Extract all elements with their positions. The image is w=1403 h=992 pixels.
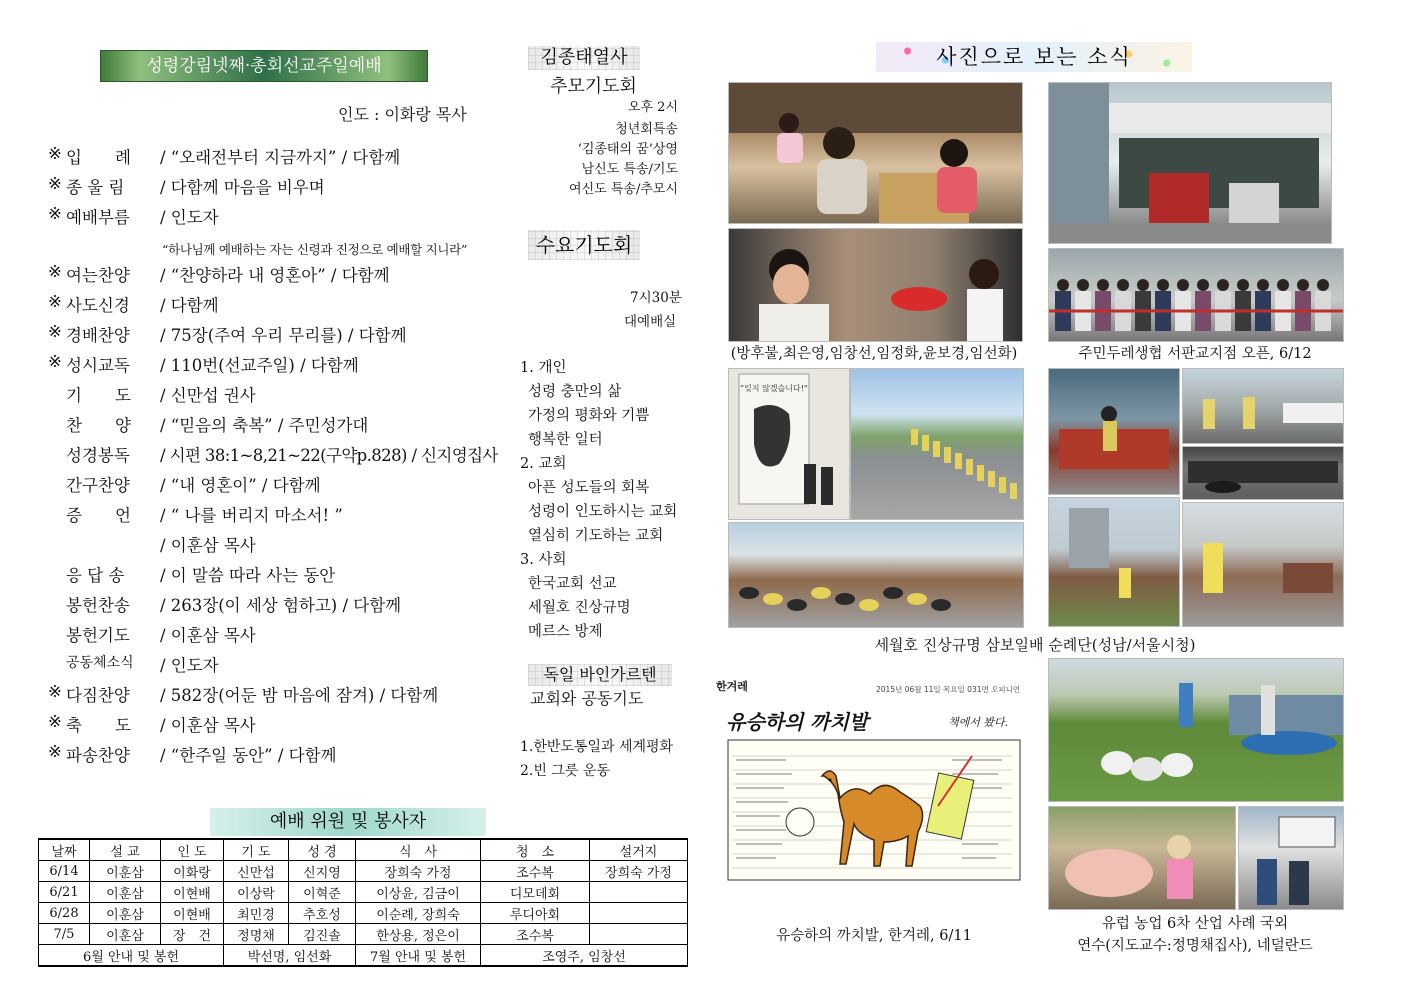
table-cell: 6/21 bbox=[39, 882, 90, 903]
prayer-item: 한국교회 선교 bbox=[528, 576, 617, 592]
bowing-person bbox=[739, 587, 759, 599]
table-cell: 6/14 bbox=[39, 861, 90, 882]
table-header: 인 도 bbox=[161, 839, 224, 861]
photo-sewol-poster bbox=[728, 368, 850, 520]
person-head bbox=[1097, 279, 1109, 291]
table-row bbox=[39, 924, 688, 945]
standing-mark: ※ bbox=[48, 262, 62, 281]
order-item-name: 봉헌찬송 bbox=[66, 596, 130, 615]
table-header: 기 도 bbox=[224, 839, 289, 861]
order-item-value: / “오래전부터 지금까지” / 다함께 bbox=[160, 148, 401, 167]
order-item-name: 파송찬양 bbox=[66, 746, 130, 765]
duty-table bbox=[38, 838, 688, 967]
table-header: 날짜 bbox=[39, 839, 90, 861]
order-item-name: 기 도 bbox=[66, 386, 131, 405]
photo-news-banner: 사진으로 보는 소식 bbox=[876, 42, 1192, 72]
table-header: 설 교 bbox=[90, 839, 161, 861]
standing-mark: ※ bbox=[48, 352, 62, 371]
table-header: 설거지 bbox=[590, 839, 688, 861]
order-item-value: / “ 나를 버리지 마소서! ” bbox=[160, 506, 343, 525]
prayer-item: 열심히 기도하는 교회 bbox=[528, 528, 664, 544]
bowing-person bbox=[763, 593, 783, 605]
photo-ribbon-cutting bbox=[1048, 248, 1344, 342]
photo-coop-store-image bbox=[1049, 83, 1331, 243]
table-cell: 장희숙 가정 bbox=[356, 861, 481, 882]
table-row bbox=[39, 882, 688, 903]
photo-kitchen-work bbox=[728, 82, 1023, 224]
photo-netherlands-group bbox=[1238, 806, 1344, 910]
table-cell bbox=[590, 882, 688, 903]
photo-netherlands-group-image bbox=[1239, 807, 1343, 909]
marcher bbox=[988, 471, 995, 487]
worship-leader: 인도 : 이화랑 목사 bbox=[338, 105, 467, 124]
table-cell: 6/28 bbox=[39, 903, 90, 924]
duty-banner: 예배 위원 및 봉사자 bbox=[210, 808, 486, 836]
camel-illustration bbox=[722, 736, 1026, 884]
person-head bbox=[1237, 279, 1249, 291]
table-cell: 이상윤, 김금이 bbox=[356, 882, 481, 903]
order-item-value: / 신만섭 권사 bbox=[160, 386, 256, 405]
table-header: 식 사 bbox=[356, 839, 481, 861]
order-item-name: 간구찬양 bbox=[66, 476, 130, 495]
order-item-value: / 인도자 bbox=[160, 656, 219, 675]
table-cell bbox=[590, 924, 688, 945]
memorial-line: ‘김종태의 꿈’상영 bbox=[577, 142, 678, 157]
person-head bbox=[1217, 279, 1229, 291]
table-footer-row bbox=[39, 945, 688, 967]
table-cell: 이훈삼 bbox=[90, 924, 161, 945]
order-item-name: 응 답 송 bbox=[66, 566, 125, 585]
prayer-item: 가정의 평화와 기쁨 bbox=[528, 408, 650, 424]
table-cell: 루디아회 bbox=[481, 903, 590, 924]
order-item-value: / 263장(이 세상 험하고) / 다함께 bbox=[160, 596, 402, 615]
order-item-value: / 110번(선교주일) / 다함께 bbox=[160, 356, 359, 375]
sewol-sign-text: "잊지 않겠습니다!" bbox=[740, 384, 808, 393]
order-item-value: / “믿음의 축복” / 주민성가대 bbox=[160, 416, 369, 435]
photo-sewol-4-image bbox=[1049, 498, 1179, 626]
photo-netherlands-geese-image bbox=[1049, 659, 1343, 801]
person-head bbox=[1057, 279, 1069, 291]
photo-sewol-bow-image bbox=[729, 523, 1023, 627]
photo-sewol-1 bbox=[1048, 368, 1180, 495]
table-cell: 7월 안내 및 봉헌 bbox=[356, 945, 481, 967]
bowing-person bbox=[859, 599, 879, 611]
table-row bbox=[39, 861, 688, 882]
marcher bbox=[911, 429, 918, 445]
marcher bbox=[944, 447, 951, 463]
table-cell: 이상락 bbox=[224, 882, 289, 903]
caption-netherlands-1: 유럽 농업 6차 산업 사례 국외 bbox=[1101, 916, 1289, 932]
order-item-name: 찬 양 bbox=[66, 416, 131, 435]
order-item-value: / “한주일 동안” / 다함께 bbox=[160, 746, 337, 765]
table-cell: 추호성 bbox=[289, 903, 356, 924]
order-item-value: / “찬양하라 내 영혼아” / 다함께 bbox=[160, 266, 390, 285]
table-cell: 7/5 bbox=[39, 924, 90, 945]
order-item-value: / 582장(어둔 밤 마음에 잠겨) / 다함께 bbox=[160, 686, 439, 705]
table-row bbox=[39, 903, 688, 924]
table-cell: 신만섭 bbox=[224, 861, 289, 882]
photo-netherlands-pigs-image bbox=[1049, 807, 1235, 909]
caption-kitchen: (방후불,최은영,임창선,임정화,윤보경,임선화) bbox=[730, 346, 1018, 362]
person-head bbox=[1297, 279, 1309, 291]
marcher bbox=[966, 459, 973, 475]
newspaper-date: 2015년 06월 11일 목요일 031면 오피니언 bbox=[876, 685, 1021, 694]
bowing-person bbox=[907, 593, 927, 605]
marcher bbox=[922, 435, 929, 451]
order-item-name: 성경봉독 bbox=[66, 446, 130, 465]
photo-kitchen-work-image bbox=[729, 83, 1022, 223]
order-item-name: 다짐찬양 bbox=[66, 686, 130, 705]
newspaper-cartoon bbox=[716, 670, 1034, 888]
order-item-name: 축 도 bbox=[66, 716, 131, 735]
order-item-name: 종 울 림 bbox=[66, 178, 125, 197]
table-cell: 6월 안내 및 봉헌 bbox=[39, 945, 224, 967]
photo-sewol-1-image bbox=[1049, 369, 1179, 494]
order-item-name: 봉헌기도 bbox=[66, 626, 130, 645]
memorial-line: 청년회특송 bbox=[615, 122, 678, 137]
prayer-item: 행복한 일터 bbox=[528, 432, 603, 448]
memorial-banner-1: 김종태열사 bbox=[528, 46, 640, 70]
table-cell: 이현배 bbox=[161, 903, 224, 924]
photo-sewol-poster-image bbox=[729, 369, 849, 519]
photo-sewol-4 bbox=[1048, 497, 1180, 627]
call-to-worship-verse: “하나님께 예배하는 자는 신령과 진정으로 예배할 지니라” bbox=[162, 242, 468, 257]
table-cell: 신지영 bbox=[289, 861, 356, 882]
order-item-value: / 이 말씀 따라 사는 동안 bbox=[160, 566, 336, 585]
prayer-item: 3. 사회 bbox=[520, 552, 567, 568]
germany-item: 1.한반도통일과 세계평화 bbox=[520, 739, 674, 755]
order-item-value: / 이훈삼 목사 bbox=[160, 716, 256, 735]
table-cell: 정명채 bbox=[224, 924, 289, 945]
table-cell: 장희숙 가정 bbox=[590, 861, 688, 882]
order-item-value: / 이훈삼 목사 bbox=[160, 536, 256, 555]
table-header-row bbox=[39, 839, 688, 861]
photo-netherlands-pigs bbox=[1048, 806, 1236, 910]
germany-title-line2: 교회와 공동기도 bbox=[530, 689, 644, 708]
bowing-person bbox=[883, 587, 903, 599]
photo-coop-store bbox=[1048, 82, 1332, 244]
order-item-name: 공동체소식 bbox=[66, 655, 134, 671]
marcher bbox=[955, 453, 962, 469]
table-cell: 이훈삼 bbox=[90, 861, 161, 882]
order-item-name: 경배찬양 bbox=[66, 326, 130, 345]
table-cell: 김진솔 bbox=[289, 924, 356, 945]
table-cell: 최민경 bbox=[224, 903, 289, 924]
standing-mark: ※ bbox=[48, 292, 62, 311]
hankyoreh-logo: 한겨레 bbox=[716, 680, 748, 693]
order-item-value: / 이훈삼 목사 bbox=[160, 626, 256, 645]
prayer-item: 1. 개인 bbox=[520, 360, 567, 376]
order-item-name: 입 례 bbox=[66, 148, 131, 167]
order-item-value: / 시편 38:1~8,21~22(구약p.828) / 신지영집사 bbox=[160, 446, 498, 465]
memorial-line: 여신도 특송/추모시 bbox=[569, 182, 678, 197]
table-cell: 한상용, 정은이 bbox=[356, 924, 481, 945]
person-head bbox=[1177, 279, 1189, 291]
photo-sewol-5 bbox=[1182, 502, 1344, 627]
memorial-line: 남신도 특송/기도 bbox=[581, 162, 678, 177]
germany-item: 2.빈 그릇 운동 bbox=[520, 763, 610, 779]
order-item-name: 사도신경 bbox=[66, 296, 130, 315]
table-cell: 이순례, 장희숙 bbox=[356, 903, 481, 924]
memorial-title-line2: 추모기도회 bbox=[550, 76, 637, 97]
order-item-name: 예배부름 bbox=[66, 208, 130, 227]
marcher bbox=[999, 477, 1006, 493]
bowing-person bbox=[811, 587, 831, 599]
prayer-item: 세월호 진상규명 bbox=[528, 600, 631, 616]
person-head bbox=[1317, 279, 1329, 291]
standing-mark: ※ bbox=[48, 144, 62, 163]
standing-mark: ※ bbox=[48, 174, 62, 193]
table-cell: 이훈삼 bbox=[90, 903, 161, 924]
standing-mark: ※ bbox=[48, 204, 62, 223]
standing-mark: ※ bbox=[48, 712, 62, 731]
prayer-item: 2. 교회 bbox=[520, 456, 567, 472]
photo-sewol-bow bbox=[728, 522, 1024, 628]
table-cell: 이화랑 bbox=[161, 861, 224, 882]
standing-mark: ※ bbox=[48, 742, 62, 761]
caption-netherlands-2: 연수(지도교수:정명채집사), 네덜란드 bbox=[1077, 938, 1313, 954]
photo-sewol-march bbox=[850, 368, 1024, 520]
wednesday-time: 7시30분 bbox=[630, 290, 682, 306]
person-head bbox=[1137, 279, 1149, 291]
bowing-person bbox=[835, 593, 855, 605]
memorial-details bbox=[540, 96, 678, 206]
caption-coop: 주민두레생협 서판교지점 오픈, 6/12 bbox=[1078, 346, 1312, 362]
cartoon-title: 유승하의 까치발 bbox=[726, 710, 869, 734]
photo-sewol-3 bbox=[1182, 446, 1344, 500]
table-header: 청 소 bbox=[481, 839, 590, 861]
photo-sewol-5-image bbox=[1183, 503, 1343, 626]
photo-ribbon-cutting-image bbox=[1049, 249, 1343, 341]
wednesday-banner: 수요기도회 bbox=[528, 230, 640, 260]
order-item-name: 성시교독 bbox=[66, 356, 130, 375]
table-header: 성 경 bbox=[289, 839, 356, 861]
order-item-value: / 다함께 bbox=[160, 296, 219, 315]
table-cell: 이혁준 bbox=[289, 882, 356, 903]
table-cell: 이훈삼 bbox=[90, 882, 161, 903]
prayer-item: 성령 충만의 삶 bbox=[528, 384, 622, 400]
photo-kitchen-volunteers-image bbox=[729, 229, 1022, 341]
photo-sewol-2 bbox=[1182, 368, 1344, 444]
photo-sewol-march-image bbox=[851, 369, 1023, 519]
prayer-item: 성령이 인도하시는 교회 bbox=[528, 504, 678, 520]
person-head bbox=[1277, 279, 1289, 291]
table-cell bbox=[590, 903, 688, 924]
table-cell: 장 건 bbox=[161, 924, 224, 945]
photo-sewol-2-image bbox=[1183, 369, 1343, 443]
order-item-name: 여는찬양 bbox=[66, 266, 130, 285]
bowing-person bbox=[931, 599, 951, 611]
person-head bbox=[1257, 279, 1269, 291]
person-head bbox=[1117, 279, 1129, 291]
photo-sewol-3-image bbox=[1183, 447, 1343, 499]
photo-netherlands-geese bbox=[1048, 658, 1344, 802]
person-head bbox=[1077, 279, 1089, 291]
memorial-line: 오후 2시 bbox=[627, 100, 678, 115]
marcher bbox=[933, 441, 940, 457]
order-item-value: / 다함께 마음을 비우며 bbox=[160, 178, 325, 197]
marcher bbox=[1010, 483, 1017, 499]
standing-mark: ※ bbox=[48, 322, 62, 341]
prayer-item: 메르스 방제 bbox=[528, 624, 603, 640]
wednesday-place: 대예배실 bbox=[624, 314, 677, 330]
germany-banner: 독일 바인가르텐 bbox=[528, 664, 672, 686]
cartoon-tagline: 책에서 봤다. bbox=[948, 716, 1009, 729]
person-head bbox=[1197, 279, 1209, 291]
table-cell: 조수복 bbox=[481, 924, 590, 945]
order-item-value: / 75장(주여 우리 무리를) / 다함께 bbox=[160, 326, 407, 345]
caption-sewol: 세월호 진상규명 삼보일배 순례단(성남/서울시청) bbox=[874, 636, 1196, 654]
table-cell: 조수복 bbox=[481, 861, 590, 882]
table-cell: 박선명, 임선화 bbox=[224, 945, 356, 967]
table-cell: 조영주, 임창선 bbox=[481, 945, 688, 967]
prayer-item: 아픈 성도들의 회복 bbox=[528, 480, 650, 496]
order-item-value: / “내 영혼이” / 다함께 bbox=[160, 476, 321, 495]
worship-title-banner: 성령강림넷째·총회선교주일예배 bbox=[100, 50, 428, 82]
table-cell: 디모데회 bbox=[481, 882, 590, 903]
order-item-name: 증 언 bbox=[66, 506, 131, 525]
order-item-value: / 인도자 bbox=[160, 208, 219, 227]
marcher bbox=[977, 465, 984, 481]
table-cell: 이현배 bbox=[161, 882, 224, 903]
standing-mark: ※ bbox=[48, 682, 62, 701]
photo-kitchen-volunteers bbox=[728, 228, 1023, 342]
bowing-person bbox=[787, 599, 807, 611]
person-head bbox=[1157, 279, 1169, 291]
caption-cartoon: 유승하의 까치발, 한겨레, 6/11 bbox=[776, 928, 972, 944]
